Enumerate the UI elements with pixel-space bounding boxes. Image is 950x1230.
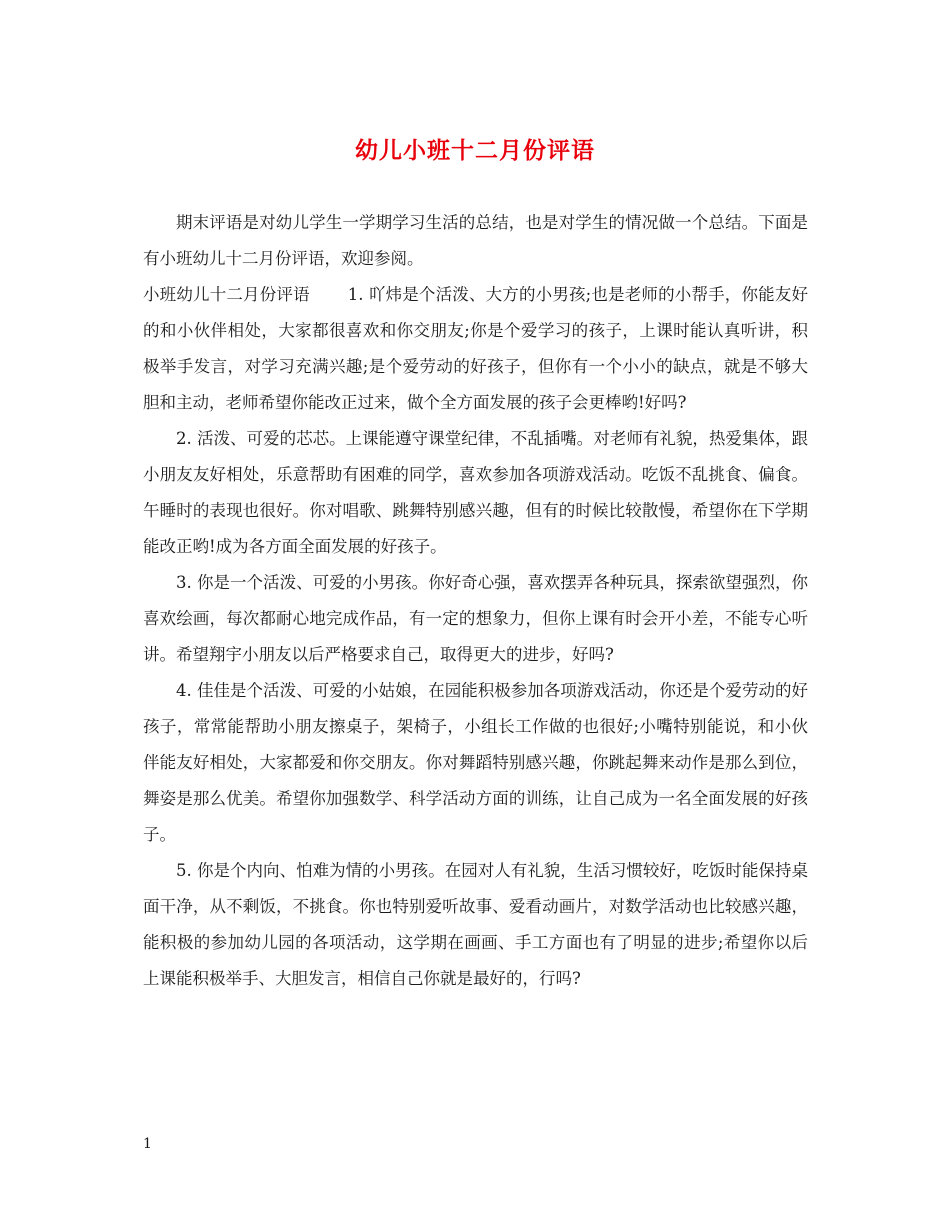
document-body — [143, 205, 808, 997]
comment-text-1: 1. 吖炜是个活泼、大方的小男孩;也是老师的小帮手，你能友好的和小伙伴相处，大家都很喜欢和你交朋友;你是个爱学习的孩子，上课时能认真听讲，积极举手发言，对学习充满兴趣;是个爱劳动的好孩子，但你有一个小小的缺点，就是不够大胆和主动，老师希望你能改正过来，做个全方面发展的孩子会更棒哟!好吗? — [143, 285, 809, 412]
comment-paragraph-3: 3. 你是一个活泼、可爱的小男孩。你好奇心强，喜欢摆弄各种玩具，探索欲望强烈，你喜欢绘画，每次都耐心地完成作品，有一定的想象力，但你上课有时会开小差，不能专心听讲。希望翔宇小朋友以后严格要求自己，取得更大的进步，好吗? — [143, 573, 808, 664]
page-number: 1 — [143, 1136, 152, 1152]
comment-paragraph-1 — [143, 277, 808, 421]
document-title: 幼儿小班十二月份评语 — [355, 137, 595, 164]
intro-paragraph: 期末评语是对幼儿学生一学期学习生活的总结，也是对学生的情况做一个总结。下面是有小班幼儿十二月份评语，欢迎参阅。 — [143, 213, 808, 268]
section-label: 小班幼儿十二月份评语 — [143, 285, 310, 304]
comment-paragraph-2: 2. 活泼、可爱的芯芯。上课能遵守课堂纪律，不乱插嘴。对老师有礼貌，热爱集体，跟小朋友友好相处，乐意帮助有困难的同学，喜欢参加各项游戏活动。吃饭不乱挑食、偏食。午睡时的表现也很好。你对唱歌、跳舞特别感兴趣，但有的时候比较散慢，希望你在下学期能改正哟!成为各方面全面发展的好孩子。 — [143, 429, 808, 556]
comment-paragraph-4: 4. 佳佳是个活泼、可爱的小姑娘，在园能积极参加各项游戏活动，你还是个爱劳动的好孩子，常常能帮助小朋友擦桌子，架椅子，小组长工作做的也很好;小嘴特别能说，和小伙伴能友好相处，大家都爱和你交朋友。你对舞蹈特别感兴趣，你跳起舞来动作是那么到位，舞姿是那么优美。希望你加强数学、科学活动方面的训练，让自己成为一名全面发展的好孩子。 — [143, 681, 808, 844]
comment-paragraph-5: 5. 你是个内向、怕难为情的小男孩。在园对人有礼貌，生活习惯较好，吃饭时能保持桌面干净，从不剩饭，不挑食。你也特别爱听故事、爱看动画片，对数学活动也比较感兴趣，能积极的参加幼儿园的各项活动，这学期在画画、手工方面也有了明显的进步;希望你以后上课能积极举手、大胆发言，相信自己你就是最好的，行吗? — [143, 861, 808, 988]
